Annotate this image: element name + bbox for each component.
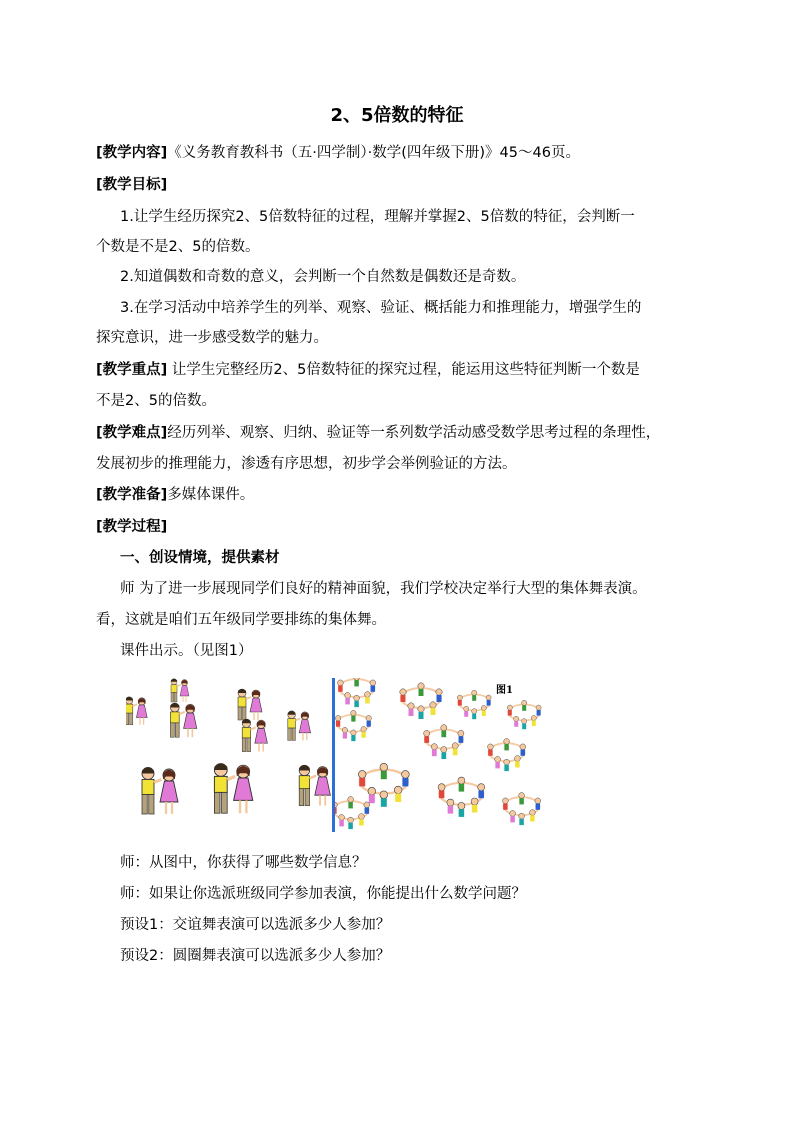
- courseware-line: 课件出示。（见图1）: [120, 643, 253, 659]
- page-title: 2、5倍数的特征: [330, 105, 464, 126]
- preset-line-1: 预设1：交谊舞表演可以选派多少人参加？: [120, 917, 391, 933]
- preparation-text: 多媒体课件。: [167, 487, 255, 503]
- goal-line-5: 探究意识，进一步感受数学的魅力。: [96, 330, 328, 346]
- goals-label: [教学目标]: [96, 177, 168, 193]
- process-label: [教学过程]: [96, 519, 168, 535]
- goal-line-4: 3.在学习活动中培养学生的列举、观察、验证、概括能力和推理能力，增强学生的: [120, 300, 642, 316]
- figure-1: [126, 678, 545, 832]
- para1-line-1: 师 为了进一步展现同学们良好的精神面貌，我们学校决定举行大型的集体舞表演。: [120, 581, 647, 597]
- goal-line-1: 1.让学生经历探究2、5倍数特征的过程，理解并掌握2、5倍数的特征，会判断一: [120, 209, 635, 225]
- key-points-line-1: [96, 359, 706, 381]
- difficulties-line-1: [96, 422, 706, 444]
- key-points-text-1: 让学生完整经历2、5倍数特征的探究过程，能运用这些特征判断一个数是: [167, 362, 640, 378]
- ballroom-dance-illustration: [126, 678, 332, 832]
- question-line-2: 师：如果让你选派班级同学参加表演，你能提出什么数学问题？: [120, 886, 526, 902]
- content-text: 《义务教育教科书（五·四学制）·数学(四年级下册)》45～46页。: [167, 145, 580, 161]
- goal-line-3: 2.知道偶数和奇数的意义，会判断一个自然数是偶数还是奇数。: [120, 269, 526, 285]
- goal-line-2: 个数是不是2、5的倍数。: [96, 239, 260, 255]
- preparation-label: [教学准备]: [96, 487, 168, 503]
- para1-line-2: 看，这就是咱们五年级同学要排练的集体舞。: [96, 612, 386, 628]
- difficulties-text-1: 经历列举、观察、归纳、验证等一系列数学活动感受数学思考过程的条理性，: [167, 425, 661, 441]
- difficulties-line-2: 发展初步的推理能力，渗透有序思想，初步学会举例验证的方法。: [96, 456, 517, 472]
- preparation-line: [96, 484, 706, 506]
- question-line-1: 师：从图中，你获得了哪些数学信息？: [120, 855, 367, 871]
- figure-caption: 图1: [494, 681, 515, 696]
- content-label: [教学内容]: [96, 145, 168, 161]
- key-points-label: [教学重点]: [96, 362, 168, 378]
- section-heading: 一、创设情境，提供素材: [120, 550, 280, 566]
- circle-dance-illustration: [335, 678, 545, 832]
- preset-line-2: 预设2：圆圈舞表演可以选派多少人参加？: [120, 948, 391, 964]
- content-line: [96, 142, 706, 164]
- difficulties-label: [教学难点]: [96, 425, 168, 441]
- key-points-line-2: 不是2、5的倍数。: [96, 393, 216, 409]
